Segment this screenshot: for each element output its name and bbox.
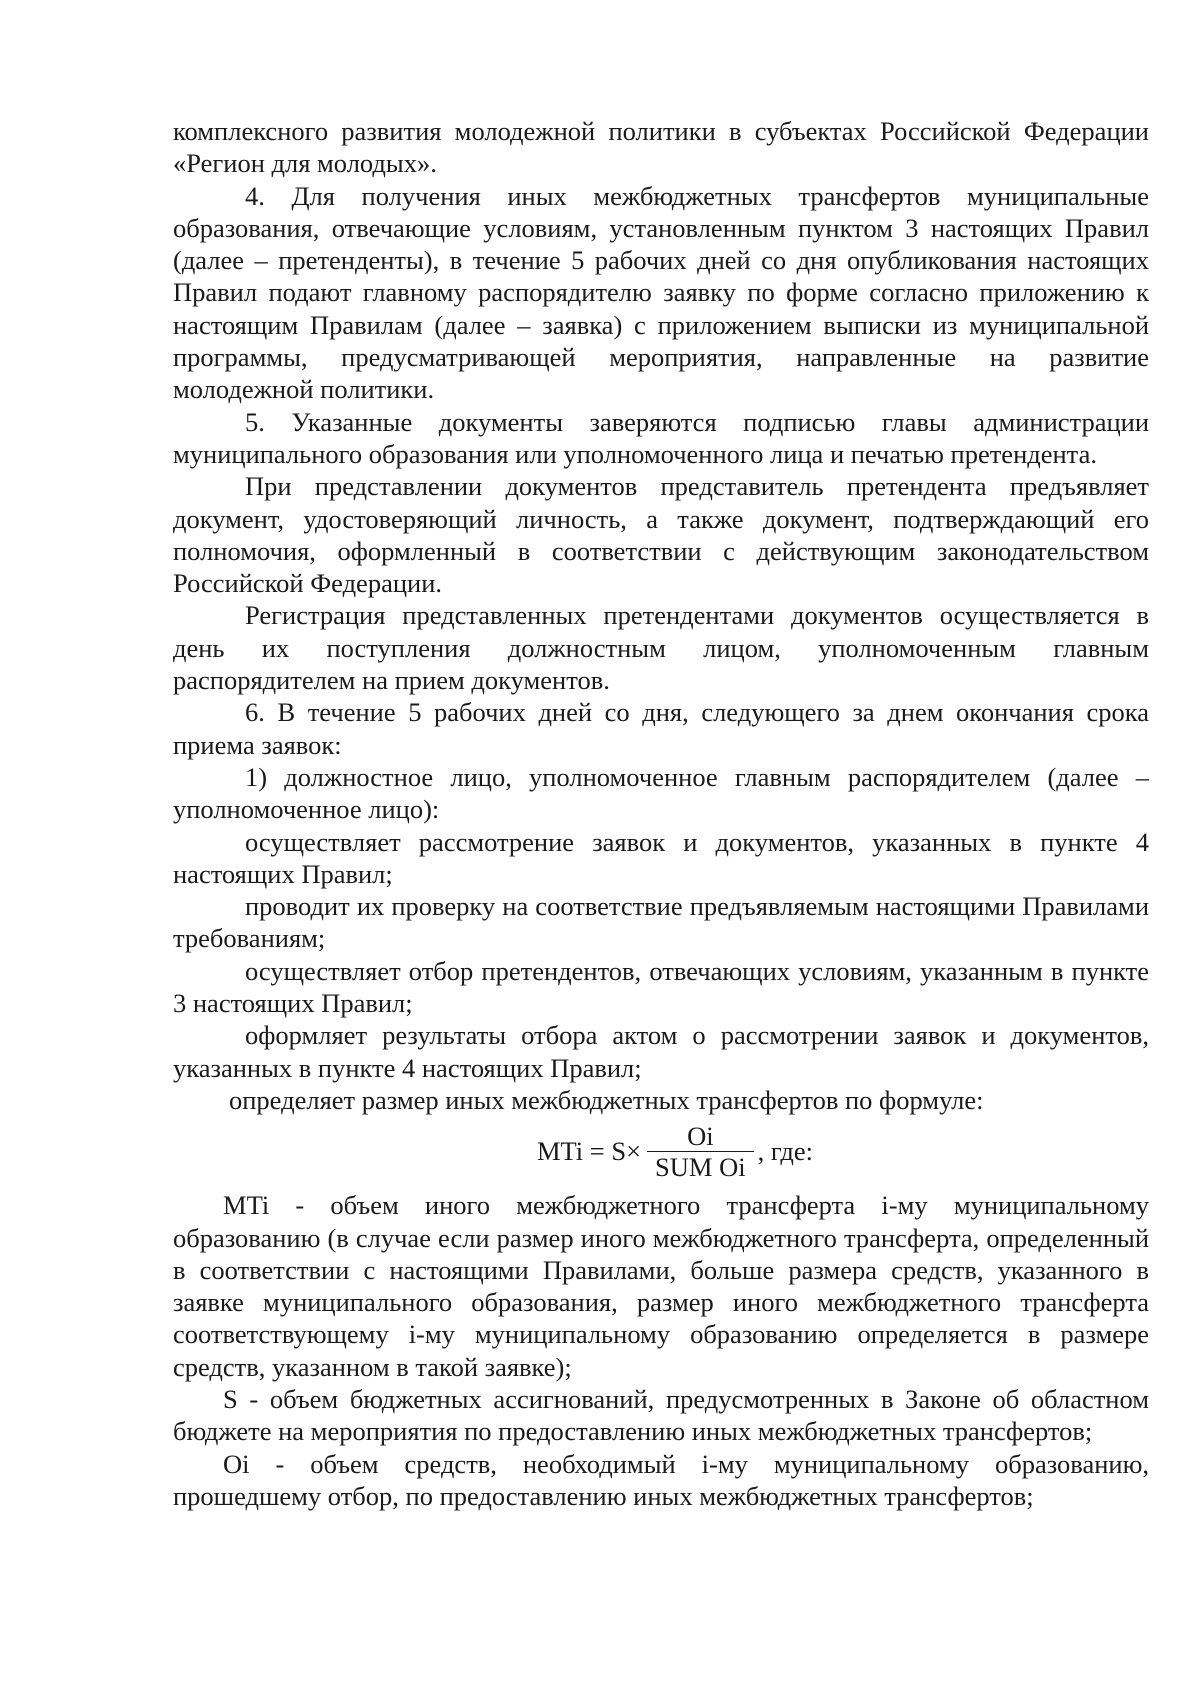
paragraph-results: оформляет результаты отбора актом о рассмотрении заявок и документов, указанных в пункте 4 настоящих Правил;: [173, 1020, 1149, 1083]
definition-oi: Oi - объем средств, необходимый i-му муниципальному образованию, прошедшему отбор, по предоставлению иных межбюджетных трансфертов;: [173, 1448, 1149, 1511]
paragraph-documents-presentation: При представлении документов представитель претендента предъявляет документ, удостоверяющий личность, а также документ, подтверждающий его полномочия, оформленный в соответствии с действующим законодательством Российской Федерации.: [173, 471, 1149, 599]
formula-fraction: [647, 1121, 754, 1182]
formula-lhs: MTi = S×: [536, 1136, 642, 1167]
definition-s: S - объем бюджетных ассигнований, предусмотренных в Законе об областном бюджете на мероприятия по предоставлению иных межбюджетных трансфертов;: [173, 1383, 1149, 1447]
paragraph-item-4: 4. Для получения иных межбюджетных трансфертов муниципальные образования, отвечающие условиям, установленным пунктом 3 настоящих Правил (далее – претенденты), в течение 5 рабочих дней со дня опубликования настоящих Правил подают главному распорядителю заявку по форме согласно приложению к настоящим Правилам (далее – заявка) с приложением выписки из муниципальной программы, предусматривающей мероприятия, направленные на развитие молодежной политики.: [173, 180, 1149, 405]
paragraph-formula-intro: определяет размер иных межбюджетных трансфертов по формуле:: [229, 1084, 984, 1115]
formula-suffix: , где:: [757, 1136, 814, 1167]
document-body: [173, 115, 1149, 1512]
formula-denominator: SUM Oi: [655, 1151, 746, 1182]
paragraph-item-5: 5. Указанные документы заверяются подписью главы администрации муниципального образования или уполномоченного лица и печатью претендента.: [173, 406, 1149, 469]
paragraph-registration: Регистрация представленных претендентами документов осуществляется в день их поступления должностным лицом, уполномоченным главным распорядителем на прием документов.: [173, 600, 1149, 696]
definition-mti: MTi - объем иного межбюджетного трансферта i-му муниципальному образованию (в случае если размер иного межбюджетного трансферта, определенный в соответствии с настоящими Правилами, больше размера средств, указанного в заявке муниципального образования, размер иного межбюджетного трансферта соответствующему i-му муниципальному образованию определяется в размере средств, указанном в такой заявке);: [173, 1190, 1149, 1382]
paragraph-item-6: 6. В течение 5 рабочих дней со дня, следующего за днем окончания срока приема заявок:: [173, 697, 1149, 760]
paragraph-review: осуществляет рассмотрение заявок и документов, указанных в пункте 4 настоящих Правил;: [173, 826, 1149, 889]
paragraph-selection: осуществляет отбор претендентов, отвечающих условиям, указанным в пункте 3 настоящих Правил;: [173, 955, 1149, 1019]
paragraph-1: комплексного развития молодежной политики в субъектах Российской Федерации «Регион для молодых».: [173, 116, 1149, 179]
formula-numerator: Oi: [687, 1120, 714, 1151]
paragraph-subitem-1: 1) должностное лицо, уполномоченное главным распорядителем (далее – уполномоченное лицо):: [173, 761, 1149, 825]
transfer-formula: [173, 1116, 1149, 1186]
paragraph-check: проводит их проверку на соответствие предъявляемым настоящими Правилами требованиям;: [173, 891, 1149, 954]
